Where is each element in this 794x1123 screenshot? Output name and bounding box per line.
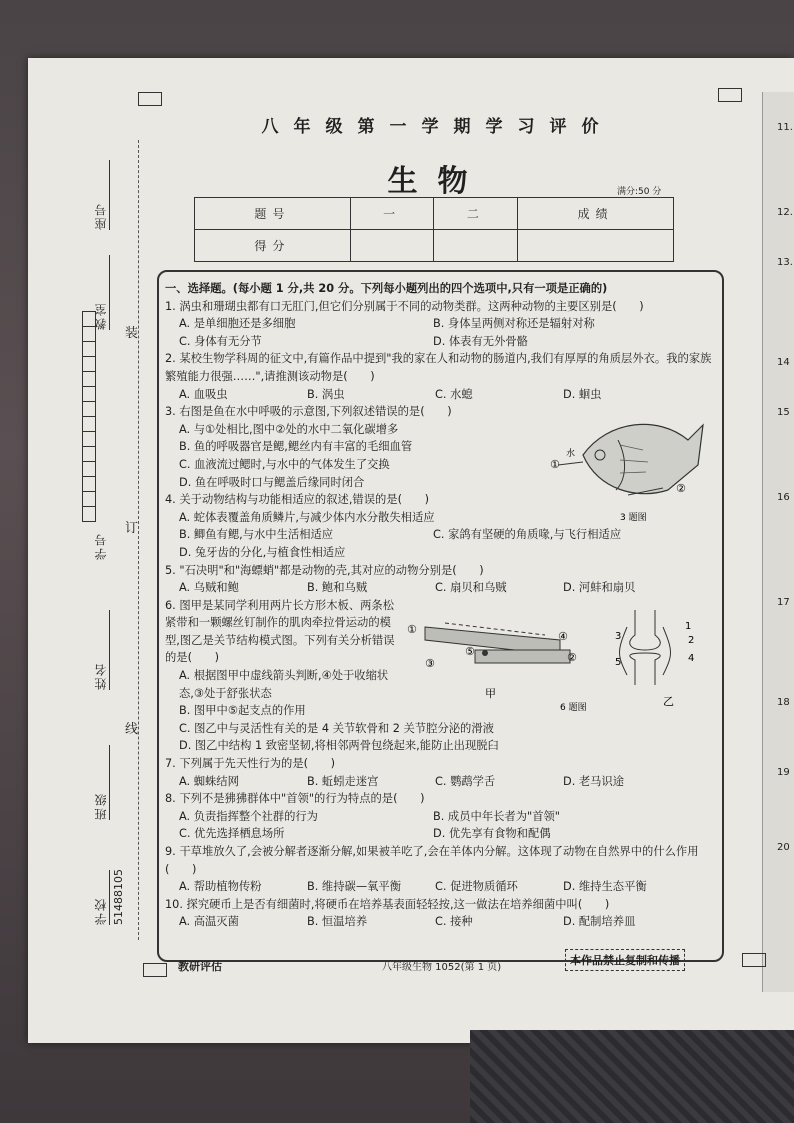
section-header: 一、选择题。(每小题 1 分,共 20 分。下列每小题列出的四个选项中,只有一项是正确的) (165, 282, 608, 295)
water-in-arrow (558, 462, 583, 465)
fig6-yi: 乙 (663, 695, 674, 708)
option[interactable]: D. 配制培养皿 (563, 915, 636, 929)
option[interactable]: A. 根据图甲中虚线箭头判断,④处于收缩状态,③处于舒张状态 (179, 669, 389, 700)
jia-label: ⑤ (465, 645, 475, 658)
jia-label: ① (407, 623, 417, 636)
option[interactable]: C. 接种 (435, 915, 473, 929)
class-label: 班级 (92, 745, 110, 820)
option[interactable]: C. 身体有无分节 (179, 334, 262, 348)
option[interactable]: A. 蜘蛛结网 (179, 774, 239, 788)
right-page-number: 12. (777, 207, 793, 218)
yi-label: 1 (685, 621, 692, 632)
score-cell[interactable] (434, 230, 518, 262)
jia-label: ③ (425, 657, 435, 670)
question-stem: 1. 涡虫和珊瑚虫都有口无肛门,但它们分别属于不同的动物类群。这两种动物的主要区别是( ) (165, 299, 644, 313)
name-label: 姓名 (92, 610, 110, 690)
binding-ding: 订 (125, 515, 138, 538)
score-table (194, 197, 674, 262)
right-page-number: 11. (777, 122, 793, 133)
option[interactable]: C. 促进物质循环 (435, 880, 518, 894)
question-stem: 4. 关于动物结构与功能相适应的叙述,错误的是( ) (165, 493, 430, 507)
option[interactable]: C. 鹦鹉学舌 (435, 774, 496, 788)
full-score: 满分:50 分 (617, 187, 662, 197)
question-options (165, 579, 715, 597)
right-page-number: 20 (777, 842, 790, 853)
yi-label: 3 (615, 631, 622, 642)
question-options (165, 386, 715, 404)
score-header-cell: 成绩 (518, 198, 674, 230)
right-page-number: 18 (777, 697, 790, 708)
fish-figure (548, 410, 708, 525)
joint-figure (405, 605, 710, 715)
option[interactable]: A. 血吸虫 (179, 387, 228, 401)
joint-capsule (620, 627, 671, 675)
binding-zhuang: 装 (125, 320, 138, 343)
subject-title: 生物 (387, 164, 488, 199)
corner-mark (742, 953, 766, 967)
binding-line (138, 140, 139, 940)
option[interactable]: C. 扇贝和乌贼 (435, 581, 507, 595)
option[interactable]: A. 负责指挥整个社群的行为 (179, 809, 318, 823)
question-stem: 10. 探究硬币上是否有细菌时,将硬币在培养基表面轻轻按,这一做法在培养细菌中叫( ) (165, 897, 610, 911)
option[interactable]: D. 图乙中结构 1 致密坚韧,将相邻两骨包绕起来,能防止出现脱臼 (179, 739, 499, 753)
option[interactable]: D. 优先享有食物和配偶 (433, 827, 551, 841)
seat-number-label: 座号 (92, 160, 110, 230)
question-stem: 8. 下列不是狒狒群体中"首领"的行为特点的是( ) (165, 792, 425, 806)
option[interactable]: C. 优先选择栖息场所 (179, 827, 285, 841)
score-header-cell: 二 (434, 198, 518, 230)
question-stem: 6. 图甲是某同学利用两片长方形木板、两条松紧带和一颗螺丝钉制作的肌肉牵拉骨运动的模型,图乙是关节结构模式图。下列有关分析错误的是( ) (165, 598, 395, 665)
question-stem: 2. 某校生物学科周的征文中,有篇作品中提到"我的家在人和动物的肠道内,我们有厚厚的角质层外衣。我的家族繁殖能力很强……",请推测该动物是( ) (165, 352, 712, 383)
student-id-label: 学号 (94, 532, 108, 560)
score-cell[interactable] (350, 230, 434, 262)
background-cushion (470, 1030, 794, 1123)
score-row-label: 得分 (195, 230, 351, 262)
next-page-edge (762, 92, 794, 992)
binding-xian: 线 (125, 716, 138, 739)
label-2: ② (676, 482, 686, 495)
question-options (165, 913, 715, 931)
option[interactable]: C. 水螅 (435, 387, 473, 401)
option[interactable]: D. 老马识途 (563, 774, 625, 788)
option[interactable]: B. 涡虫 (307, 387, 345, 401)
option[interactable]: D. 蛔虫 (563, 387, 602, 401)
option[interactable]: B. 图甲中⑤起支点的作用 (179, 704, 306, 718)
school-label: 学校 (92, 870, 110, 925)
question-stem: 7. 下列属于先天性行为的是( ) (165, 757, 336, 771)
jia-label: ④ (558, 630, 568, 643)
corner-mark (718, 88, 742, 102)
option[interactable]: B. 鲍和乌贼 (307, 581, 368, 595)
right-page-number: 17 (777, 597, 790, 608)
option[interactable]: A. 高温灭菌 (179, 915, 239, 929)
footer-page: 八年级生物 1052(第 1 页) (382, 962, 502, 973)
fig6-caption: 6 题图 (560, 703, 587, 713)
corner-mark (143, 963, 167, 977)
option[interactable]: C. 家鸽有坚硬的角质喙,与飞行相适应 (433, 528, 622, 542)
copyright-stamp: 本作品禁止复制和传播 (565, 949, 685, 971)
right-page-number: 13. (777, 257, 793, 268)
question-options (165, 808, 715, 843)
option[interactable]: C. 图乙中与灵活性有关的是 4 关节软骨和 2 关节腔分泌的滑液 (179, 721, 494, 735)
question-options (165, 421, 559, 491)
question-stem: 9. 干草堆放久了,会被分解者逐渐分解,如果被羊吃了,会在羊体内分解。这体现了动物在自然界中的什么作用( ) (165, 845, 699, 876)
option[interactable]: A. 是单细胞还是多细胞 (179, 317, 296, 331)
option[interactable]: B. 身体呈两侧对称还是辐射对称 (433, 317, 595, 331)
right-page-number: 14 (777, 357, 790, 368)
screw-shape (482, 650, 488, 656)
option[interactable]: A. 与①处相比,图中②处的水中二氧化碳增多 (179, 422, 399, 436)
option[interactable]: D. 河蚌和扇贝 (563, 581, 636, 595)
exam-title: 八年级第一学期学习评价 (261, 117, 614, 137)
yi-label: 2 (688, 635, 695, 646)
fig3-caption: 3 题图 (620, 513, 647, 523)
room-label: 教室 (92, 255, 110, 330)
score-header-cell: 题号 (195, 198, 351, 230)
option[interactable]: A. 帮助植物传粉 (179, 880, 262, 894)
jia-label: ② (567, 651, 577, 664)
question-stem: 3. 右图是鱼在水中呼吸的示意图,下列叙述错误的是( ) (165, 405, 452, 419)
fig6-jia: 甲 (485, 687, 496, 700)
right-page-number: 16 (777, 492, 790, 503)
option[interactable]: C. 血液流过鳃时,与水中的气体发生了交换 (179, 457, 390, 471)
question-stem: 5. "石决明"和"海螵蛸"都是动物的壳,其对应的动物分别是( ) (165, 563, 484, 577)
option[interactable]: B. 鲫鱼有鳃,与水中生活相适应 (179, 528, 334, 542)
option[interactable]: B. 鱼的呼吸器官是鳃,鳃丝内有丰富的毛细血管 (179, 440, 413, 454)
student-id-grid[interactable] (83, 312, 96, 522)
water-label: 水 (566, 449, 576, 459)
option[interactable]: B. 成员中年长者为"首领" (433, 809, 560, 823)
label-1: ① (550, 458, 560, 471)
option[interactable]: D. 维持生态平衡 (563, 880, 647, 894)
option[interactable]: D. 体表有无外骨骼 (433, 334, 528, 348)
option[interactable]: D. 兔牙齿的分化,与植食性相适应 (179, 545, 346, 559)
option[interactable]: B. 恒温培养 (307, 915, 368, 929)
footer-left: 教研评估 (178, 960, 222, 973)
question-options (165, 878, 715, 896)
paper-code: 51488105 (112, 869, 125, 925)
question-options (165, 773, 715, 791)
yi-label: 5 (615, 657, 622, 668)
option[interactable]: A. 蛇体表覆盖角质鳞片,与减少体内水分散失相适应 (179, 510, 435, 524)
corner-mark (138, 92, 162, 106)
yi-label: 4 (688, 653, 695, 664)
option[interactable]: B. 维持碳—氧平衡 (307, 880, 402, 894)
board-lower (475, 650, 570, 663)
right-page-number: 15 (777, 407, 790, 418)
option[interactable]: A. 乌贼和鲍 (179, 581, 239, 595)
option[interactable]: B. 蚯蚓走迷宫 (307, 774, 379, 788)
score-header-cell: 一 (350, 198, 434, 230)
question-options (165, 315, 715, 350)
score-cell[interactable] (518, 230, 674, 262)
joint-upper-bone (630, 610, 660, 650)
right-page-number: 19 (777, 767, 790, 778)
joint-lower-bone (630, 653, 660, 685)
option[interactable]: D. 鱼在呼吸时口与鳃盖后缘同时闭合 (179, 475, 365, 489)
